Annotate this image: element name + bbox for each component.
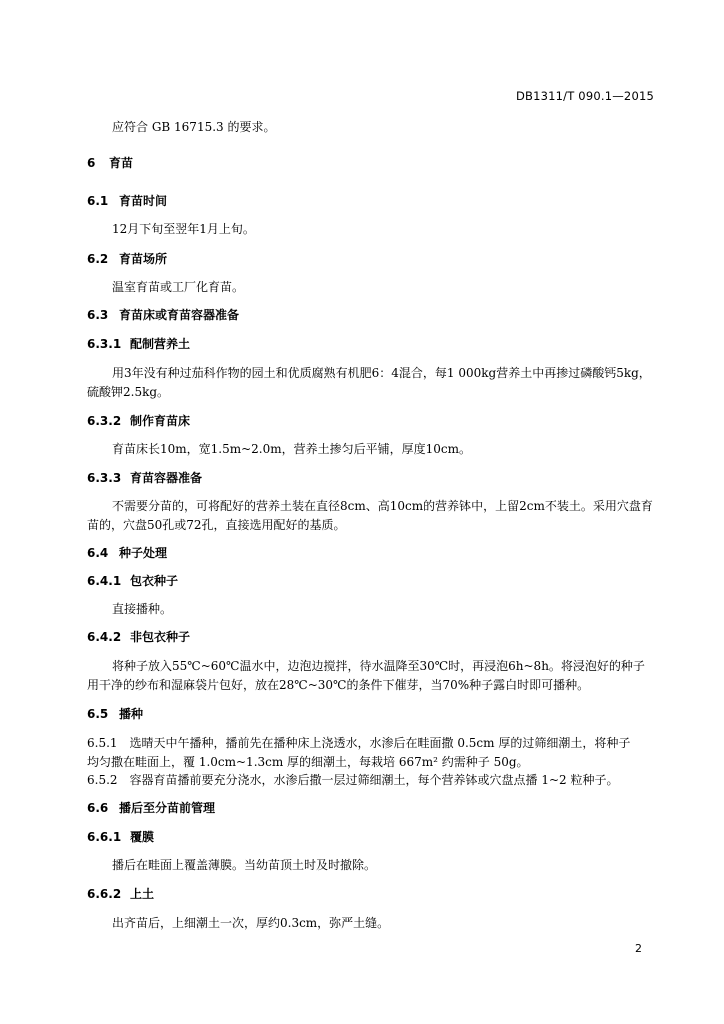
paragraph-line: 不需要分苗的，可将配好的营养土装在直径8cm、高10cm的营养钵中，上留2cm不装土。采用穴盘育 xyxy=(112,499,653,513)
section-title: 配制营养土 xyxy=(130,337,191,351)
section-heading-6-6-1 xyxy=(87,830,154,844)
section-number: 6.3.1 xyxy=(87,337,122,351)
section-number: 6.2 xyxy=(87,252,109,266)
section-title: 包衣种子 xyxy=(130,574,179,588)
paragraph-line: 育苗床长10m，宽1.5m~2.0m，营养土掺匀后平铺，厚度10cm。 xyxy=(112,442,471,456)
section-heading-6-6-2 xyxy=(87,887,154,901)
section-heading-6-6 xyxy=(87,801,215,815)
paragraph-line: 用干净的纱布和湿麻袋片包好，放在28℃~30℃的条件下催芽，当70%种子露白时即可播种。 xyxy=(87,678,590,692)
paragraph-line: 6.5.2 容器育苗播前要充分浇水，水渗后撒一层过筛细潮土，每个营养钵或穴盘点播 1~2 粒种子。 xyxy=(87,773,619,787)
section-title: 上土 xyxy=(130,887,155,901)
paragraph-line: 用3年没有种过茄科作物的园土和优质腐熟有机肥6：4混合，每1 000kg营养土中再掺过磷酸钙5kg， xyxy=(112,366,651,380)
section-title: 非包衣种子 xyxy=(130,630,191,644)
section-title: 育苗时间 xyxy=(119,194,168,208)
paragraph-line: 苗的，穴盘50孔或72孔，直接选用配好的基质。 xyxy=(87,518,346,532)
section-number: 6.4.1 xyxy=(87,574,122,588)
section-number: 6.4.2 xyxy=(87,630,122,644)
section-title: 播种 xyxy=(119,707,144,721)
section-number: 6.6 xyxy=(87,801,109,815)
paragraph-line: 均匀撒在畦面上，覆 1.0cm~1.3cm 厚的细潮土，每栽培 667m² 约需种子 50g。 xyxy=(87,755,529,769)
section-number: 6 xyxy=(87,156,96,170)
paragraph-line: 6.5.1 选晴天中午播种，播前先在播种床上浇透水，水渗后在畦面撒 0.5cm 厚的过筛细潮土，将种子 xyxy=(87,736,631,750)
section-heading-6-1 xyxy=(87,194,167,208)
section-heading-6-3-3 xyxy=(87,471,202,485)
section-number: 6.6.2 xyxy=(87,887,122,901)
section-number: 6.1 xyxy=(87,194,109,208)
section-heading-6-3 xyxy=(87,308,239,322)
section-heading-6-3-2 xyxy=(87,414,190,428)
section-heading-6 xyxy=(87,156,133,170)
page-number: 2 xyxy=(635,942,642,955)
section-heading-6-3-1 xyxy=(87,337,190,351)
paragraph-line: 温室育苗或工厂化育苗。 xyxy=(112,280,245,294)
section-title: 育苗 xyxy=(109,156,134,170)
section-title: 育苗场所 xyxy=(119,252,168,266)
section-number: 6.4 xyxy=(87,546,109,560)
paragraph-line: 播后在畦面上覆盖薄膜。当幼苗顶土时及时撤除。 xyxy=(112,858,377,872)
paragraph-line: 硫酸钾2.5kg。 xyxy=(87,385,170,399)
section-heading-6-4 xyxy=(87,546,167,560)
section-heading-6-4-2 xyxy=(87,630,190,644)
section-title: 覆膜 xyxy=(130,830,155,844)
paragraph-line: 应符合 GB 16715.3 的要求。 xyxy=(112,120,276,134)
paragraph-line: 出齐苗后，上细潮土一次，厚约0.3cm，弥严土缝。 xyxy=(112,916,390,930)
section-title: 制作育苗床 xyxy=(130,414,191,428)
paragraph-line: 直接播种。 xyxy=(112,602,173,616)
section-title: 播后至分苗前管理 xyxy=(119,801,216,815)
section-title: 育苗床或育苗容器准备 xyxy=(119,308,240,322)
section-heading-6-2 xyxy=(87,252,167,266)
document-code: DB1311/T 090.1—2015 xyxy=(515,89,654,103)
paragraph-line: 将种子放入55℃~60℃温水中，边泡边搅拌，待水温降至30℃时，再浸泡6h~8h。将浸泡好的种子 xyxy=(112,659,645,673)
section-number: 6.3 xyxy=(87,308,109,322)
section-number: 6.6.1 xyxy=(87,830,122,844)
section-heading-6-4-1 xyxy=(87,574,178,588)
section-number: 6.5 xyxy=(87,707,109,721)
section-number: 6.3.2 xyxy=(87,414,122,428)
section-title: 种子处理 xyxy=(119,546,168,560)
paragraph-line: 12月下旬至翌年1月上旬。 xyxy=(112,222,255,236)
section-heading-6-5 xyxy=(87,707,143,721)
section-title: 育苗容器准备 xyxy=(130,471,203,485)
section-number: 6.3.3 xyxy=(87,471,122,485)
